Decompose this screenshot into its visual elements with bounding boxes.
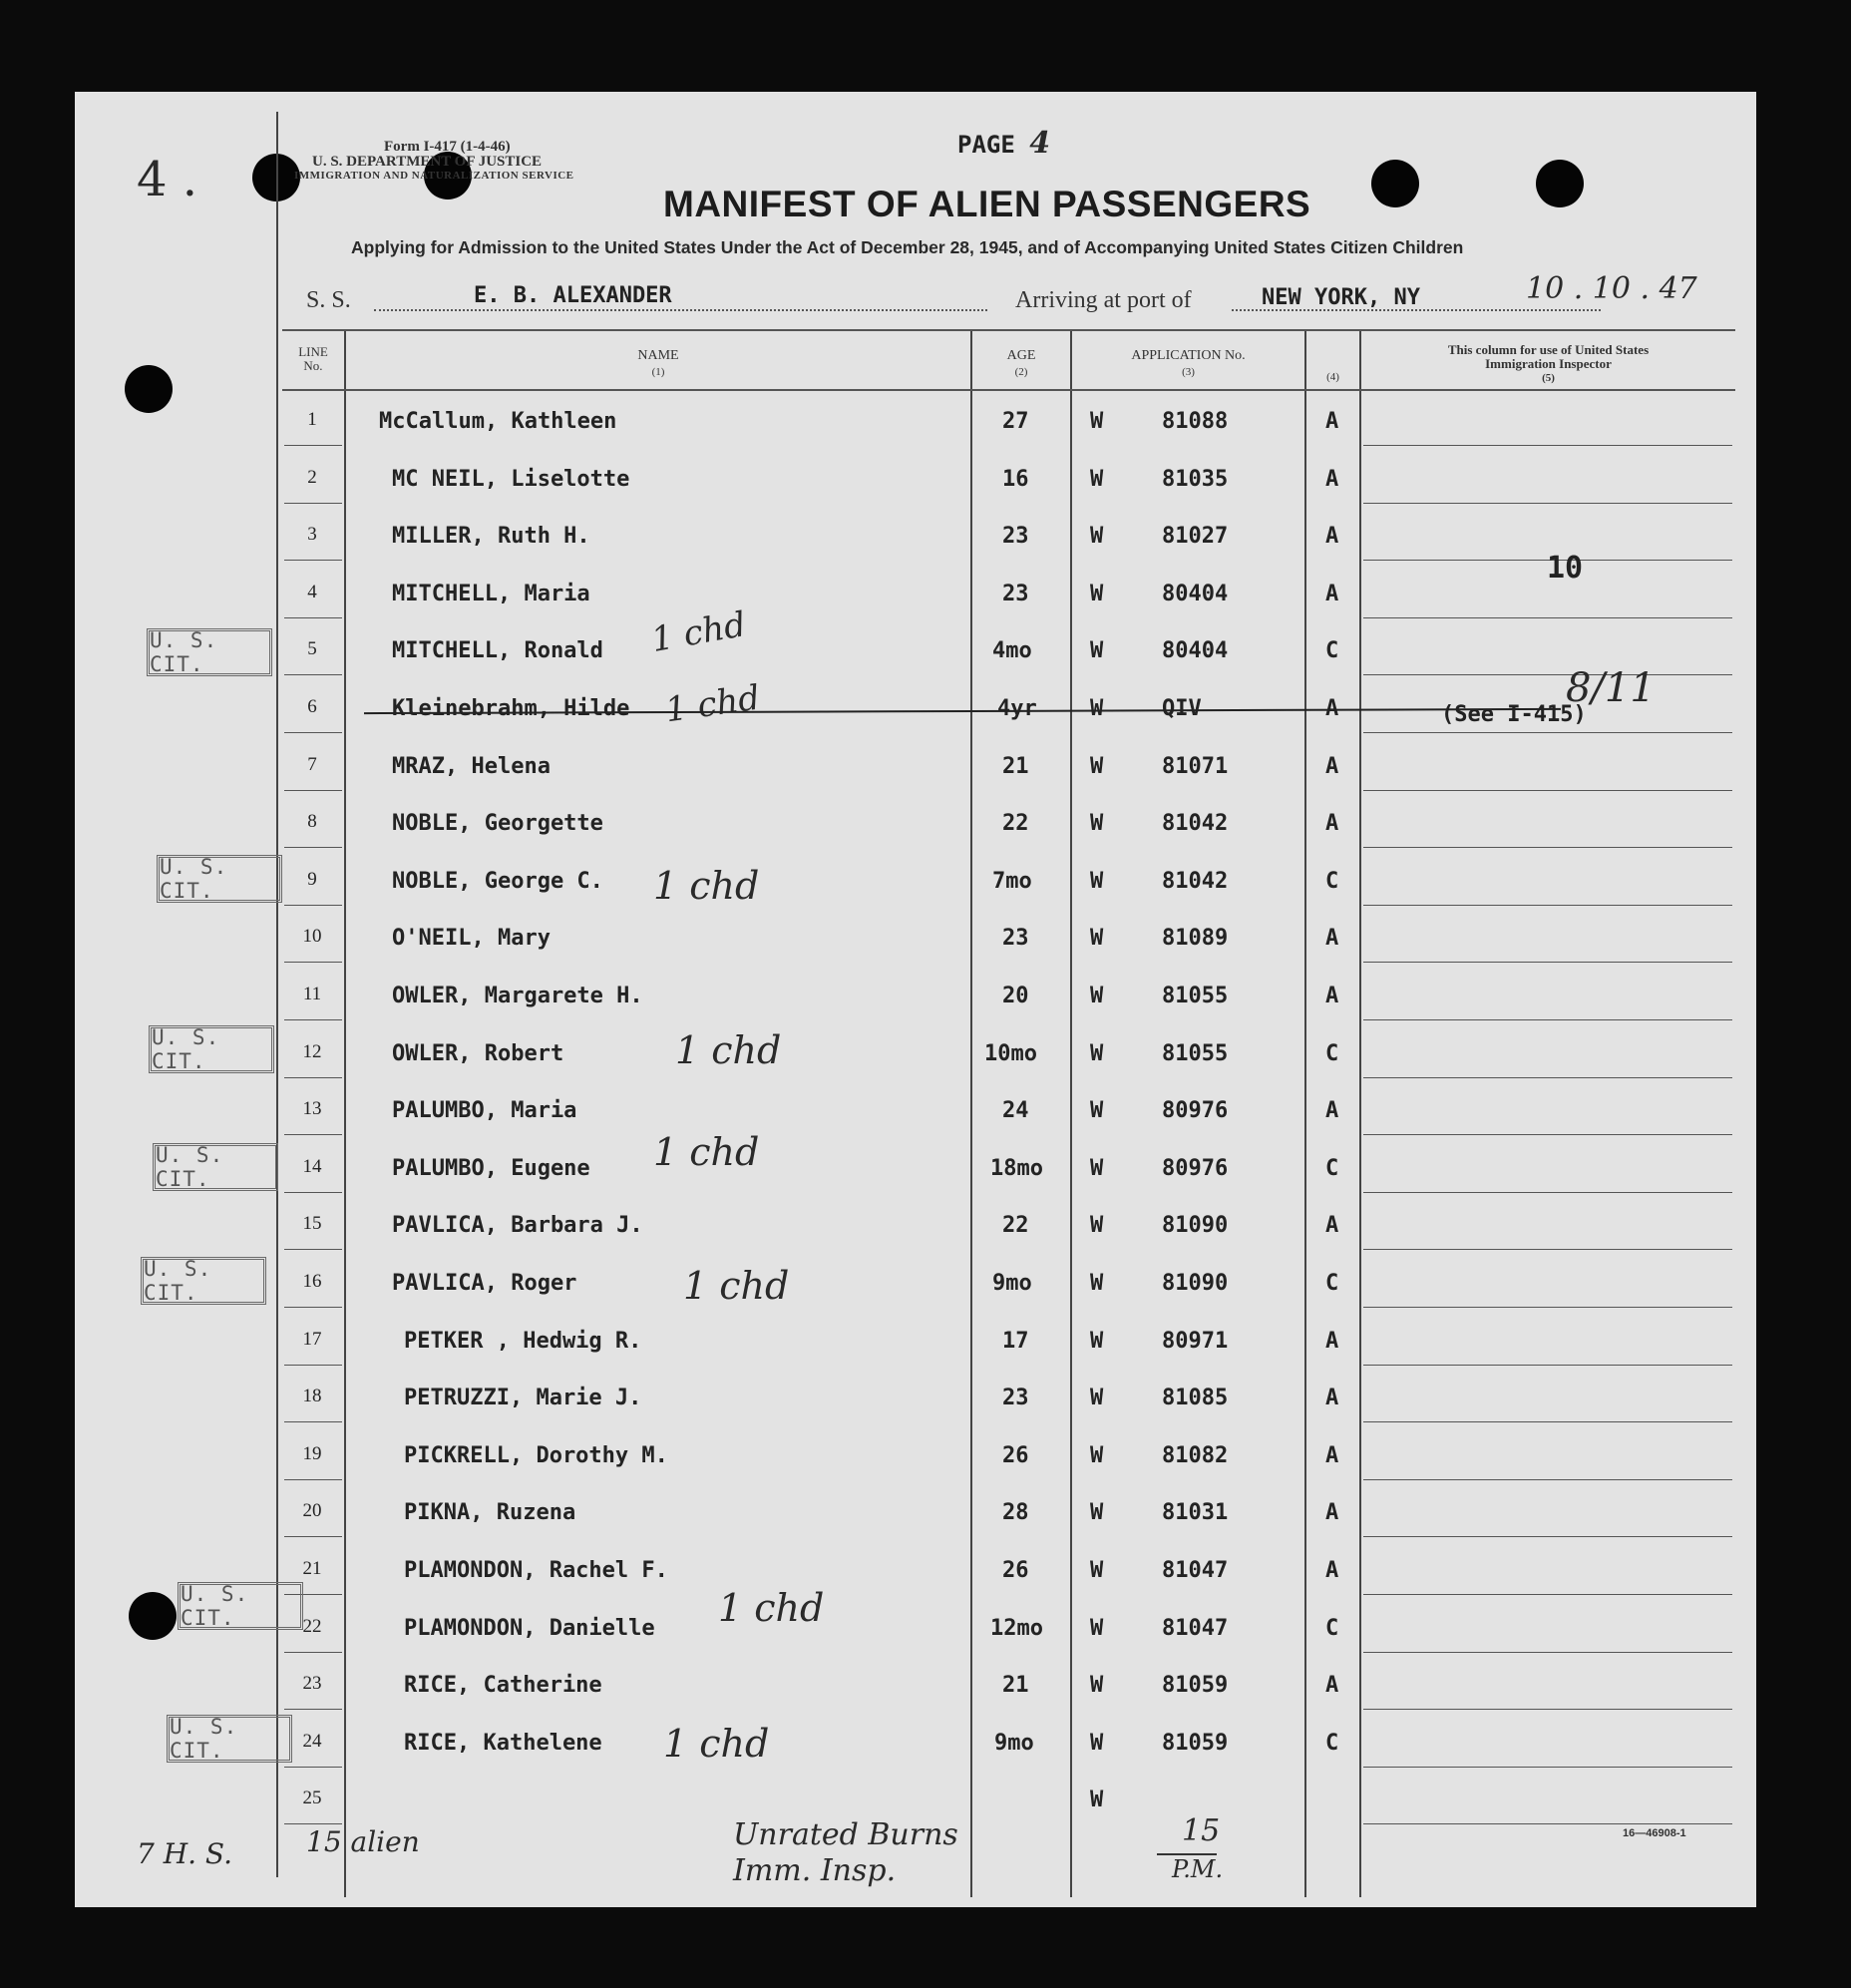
class-code: A [1325, 1442, 1339, 1468]
passenger-name: OWLER, Robert [392, 1040, 564, 1066]
line-number: 13 [302, 1098, 322, 1120]
class-code: A [1325, 926, 1339, 952]
passenger-age: 17 [1002, 1328, 1029, 1354]
inspector-row-rule [1363, 1767, 1732, 1768]
arrival-date-handwritten: 10 . 10 . 47 [1526, 271, 1697, 306]
page-label [957, 126, 1050, 161]
visa-letter: W [1090, 1386, 1104, 1411]
inspector-row-rule [1363, 617, 1732, 618]
inspector-row-rule [1363, 1077, 1732, 1078]
visa-letter: W [1090, 1098, 1104, 1124]
header-application-text: APPLICATION No. [1131, 348, 1246, 363]
line-number: 11 [302, 984, 322, 1004]
us-citizen-stamp: U. S. CIT. [153, 1143, 278, 1191]
line-number-rule [284, 962, 342, 963]
visa-letter: W [1090, 1788, 1104, 1813]
line-number: 1 [307, 409, 317, 430]
us-citizen-stamp: U. S. CIT. [157, 855, 282, 903]
inspector-row-rule [1363, 1421, 1732, 1422]
visa-letter: W [1090, 1500, 1104, 1526]
passenger-name: RICE, Kathelene [404, 1730, 602, 1756]
header-application-num: (3) [1182, 366, 1195, 378]
line-number-rule [284, 445, 342, 446]
application-number: QIV [1162, 696, 1202, 721]
inspector-row-rule [1363, 1192, 1732, 1193]
port-name: NEW YORK, NY [1262, 285, 1420, 310]
application-number: 81082 [1162, 1442, 1229, 1468]
inspector-row-rule [1363, 732, 1732, 733]
inspector-row-rule [1363, 1594, 1732, 1595]
class-code: A [1325, 1213, 1339, 1239]
line-number-rule [284, 1019, 342, 1020]
department-name: U. S. DEPARTMENT OF JUSTICE [312, 154, 543, 170]
service-name: IMMIGRATION AND NATURALIZATION SERVICE [294, 170, 574, 182]
visa-letter: W [1090, 1213, 1104, 1239]
passenger-age: 21 [1002, 753, 1029, 779]
passenger-age: 23 [1002, 926, 1029, 952]
line-number-rule [284, 1709, 342, 1710]
inspector-row-rule [1363, 1307, 1732, 1308]
page-number-handwritten: 4 [1029, 126, 1051, 161]
inspector-row-rule [1363, 1365, 1732, 1366]
header-inspector-num: (5) [1542, 372, 1555, 384]
ship-name: E. B. ALEXANDER [474, 283, 672, 308]
class-code: A [1325, 811, 1339, 837]
application-number: 81035 [1162, 466, 1229, 492]
inspector-row-rule [1363, 1479, 1732, 1480]
inspector-row-rule [1363, 847, 1732, 848]
passenger-name: MC NEIL, Liselotte [392, 466, 630, 492]
visa-letter: W [1090, 753, 1104, 779]
visa-letter: W [1090, 638, 1104, 664]
line-number: 16 [302, 1271, 322, 1292]
class-code: A [1325, 1328, 1339, 1354]
passenger-age: 16 [1002, 466, 1029, 492]
inspector-row-rule [1363, 1019, 1732, 1020]
passenger-name: PETKER , Hedwig R. [404, 1328, 642, 1354]
line-number: 23 [302, 1673, 322, 1695]
class-code: A [1325, 1500, 1339, 1526]
line-number: 4 [307, 581, 317, 602]
header-name [346, 349, 970, 379]
child-note: 1 chd [718, 1586, 825, 1630]
header-age [972, 349, 1070, 379]
line-number: 12 [302, 1040, 322, 1062]
visa-letter: W [1090, 811, 1104, 837]
application-number: 81071 [1162, 753, 1229, 779]
page-label-text: PAGE [957, 131, 1015, 159]
application-number: 81090 [1162, 1213, 1229, 1239]
inspector-row-rule [1363, 1823, 1732, 1824]
visa-letter: W [1090, 1673, 1104, 1699]
line-number-rule [284, 560, 342, 561]
line-number-rule [284, 790, 342, 791]
passenger-name: Kleinebrahm, Hilde [392, 696, 630, 721]
passenger-name: OWLER, Margarete H. [392, 984, 643, 1008]
passenger-age: 4yr [997, 696, 1037, 721]
application-number: 81042 [1162, 868, 1229, 894]
class-code: A [1325, 696, 1339, 721]
punch-hole [125, 365, 173, 413]
class-code: A [1325, 753, 1339, 779]
line-number: 21 [302, 1558, 322, 1579]
header-line-no: LINE No. [298, 344, 328, 373]
class-code: C [1325, 1271, 1339, 1296]
line-number-rule [284, 1077, 342, 1078]
port-label: Arriving at port of [1015, 287, 1192, 313]
passenger-name: PAVLICA, Roger [392, 1271, 577, 1296]
visa-letter: W [1090, 524, 1104, 550]
header-bottom-rule [282, 389, 1735, 391]
application-number: 81047 [1162, 1558, 1229, 1583]
application-number: 81042 [1162, 811, 1229, 837]
col-divider [970, 331, 972, 1897]
passenger-name: NOBLE, Georgette [392, 811, 603, 837]
class-code: A [1325, 466, 1339, 492]
manifest-page [75, 92, 1756, 1907]
inspector-row-rule [1363, 905, 1732, 906]
application-number: 81090 [1162, 1271, 1229, 1296]
class-code: A [1325, 1386, 1339, 1411]
application-number: 81055 [1162, 1040, 1229, 1066]
line-number-rule [284, 847, 342, 848]
visa-letter: W [1090, 1040, 1104, 1066]
line-number: 9 [307, 868, 317, 890]
line-number: 2 [307, 466, 317, 488]
line-number-rule [284, 732, 342, 733]
passenger-name: O'NEIL, Mary [392, 926, 551, 952]
passenger-age: 10mo [984, 1040, 1037, 1066]
see-note: (See I-415) [1441, 702, 1587, 727]
passenger-name: MRAZ, Helena [392, 753, 551, 779]
line-number: 20 [302, 1500, 322, 1522]
passenger-age: 12mo [990, 1615, 1043, 1641]
inspector-row-rule [1363, 1536, 1732, 1537]
child-note: 1 chd [662, 677, 763, 731]
header-inspector [1361, 343, 1735, 385]
application-number: 80404 [1162, 638, 1229, 664]
line-number: 14 [302, 1155, 322, 1177]
passenger-name: MILLER, Ruth H. [392, 524, 590, 550]
inspector-row-rule [1363, 790, 1732, 791]
form-code: 16—46908-1 [1623, 1827, 1686, 1839]
class-code: A [1325, 524, 1339, 550]
class-code: C [1325, 1040, 1339, 1066]
footer-total: 15 [1182, 1813, 1221, 1848]
line-number-rule [284, 674, 342, 675]
line-number: 6 [307, 696, 317, 717]
visa-letter: W [1090, 1730, 1104, 1756]
line-number: 3 [307, 524, 317, 546]
inspector-row-rule [1363, 503, 1732, 504]
ship-dotted-line [374, 309, 987, 311]
child-note: 1 chd [653, 864, 760, 908]
class-code: C [1325, 1155, 1339, 1181]
ship-label: S. S. [306, 287, 351, 313]
passenger-name: MITCHELL, Ronald [392, 638, 603, 664]
passenger-age: 24 [1002, 1098, 1029, 1124]
class-code: A [1325, 1098, 1339, 1124]
us-citizen-stamp: U. S. CIT. [178, 1582, 303, 1630]
application-number: 81088 [1162, 409, 1229, 434]
passenger-age: 22 [1002, 1213, 1029, 1239]
passenger-age: 26 [1002, 1558, 1029, 1583]
line-number: 8 [307, 811, 317, 833]
class-code: C [1325, 1615, 1339, 1641]
class-code: A [1325, 1673, 1339, 1699]
inspector-signature: Unrated Burns Imm. Insp. [733, 1817, 958, 1888]
line-number-rule [284, 1249, 342, 1250]
us-citizen-stamp: U. S. CIT. [141, 1257, 266, 1305]
punch-hole [1536, 160, 1584, 207]
col-divider [1304, 331, 1306, 1897]
line-number: 7 [307, 753, 317, 775]
line-number: 24 [302, 1730, 322, 1752]
footer-total-sub: P.M. [1172, 1855, 1224, 1883]
visa-letter: W [1090, 466, 1104, 492]
application-number: 81085 [1162, 1386, 1229, 1411]
line-number-rule [284, 503, 342, 504]
class-code: A [1325, 984, 1339, 1008]
child-note: 1 chd [683, 1264, 790, 1308]
passenger-age: 4mo [992, 638, 1032, 664]
punch-hole [129, 1592, 177, 1640]
application-number: 80971 [1162, 1328, 1229, 1354]
line-number: 15 [302, 1213, 322, 1235]
application-number: 80976 [1162, 1155, 1229, 1181]
line-number: 18 [302, 1386, 322, 1407]
class-code: A [1325, 409, 1339, 434]
table-top-rule [282, 329, 1735, 331]
passenger-name: RICE, Catherine [404, 1673, 602, 1699]
header-name-num: (1) [651, 366, 665, 378]
passenger-age: 23 [1002, 1386, 1029, 1411]
passenger-age: 9mo [994, 1730, 1034, 1756]
header-name-text: NAME [637, 348, 679, 363]
application-number: 80404 [1162, 581, 1229, 606]
application-number: 81055 [1162, 984, 1229, 1008]
inspector-row-rule [1363, 674, 1732, 675]
visa-letter: W [1090, 1558, 1104, 1583]
passenger-name: PLAMONDON, Rachel F. [404, 1558, 668, 1583]
child-note: 1 chd [663, 1722, 770, 1766]
visa-letter: W [1090, 984, 1104, 1008]
line-number-rule [284, 1192, 342, 1193]
passenger-age: 22 [1002, 811, 1029, 837]
application-number: 81089 [1162, 926, 1229, 952]
form-number: Form I-417 (1-4-46) [384, 139, 511, 155]
line-number: 25 [302, 1788, 322, 1809]
header-age-text: AGE [1006, 348, 1036, 363]
header-col4: (4) [1326, 371, 1339, 383]
us-citizen-stamp: U. S. CIT. [167, 1715, 292, 1763]
line-number: 22 [302, 1615, 322, 1637]
inspector-row-rule [1363, 1652, 1732, 1653]
fraction-note: 8/11 [1566, 665, 1656, 711]
line-number: 19 [302, 1442, 322, 1464]
class-code: C [1325, 638, 1339, 664]
visa-letter: W [1090, 409, 1104, 434]
passenger-age: 9mo [992, 1271, 1032, 1296]
line-number-rule [284, 1421, 342, 1422]
class-code: C [1325, 868, 1339, 894]
passenger-name: PALUMBO, Maria [392, 1098, 577, 1124]
col-divider [1359, 331, 1361, 1897]
punch-hole [1371, 160, 1419, 207]
passenger-name: PETRUZZI, Marie J. [404, 1386, 642, 1411]
passenger-name: PICKRELL, Dorothy M. [404, 1442, 668, 1468]
passenger-age: 18mo [990, 1155, 1043, 1181]
line-number: 17 [302, 1328, 322, 1350]
class-code: A [1325, 581, 1339, 606]
application-number: 81031 [1162, 1500, 1229, 1526]
visa-letter: W [1090, 696, 1104, 721]
visa-letter: W [1090, 1271, 1104, 1296]
passenger-age: 28 [1002, 1500, 1029, 1526]
passenger-name: PLAMONDON, Danielle [404, 1615, 655, 1641]
line-number-rule [284, 1536, 342, 1537]
child-note: 1 chd [648, 604, 749, 660]
line-number: 5 [307, 638, 317, 660]
child-note: 1 chd [653, 1130, 760, 1174]
passenger-name: PALUMBO, Eugene [392, 1155, 590, 1181]
visa-letter: W [1090, 926, 1104, 952]
visa-letter: W [1090, 1328, 1104, 1354]
passenger-name: NOBLE, George C. [392, 868, 603, 894]
passenger-name: MITCHELL, Maria [392, 581, 590, 606]
passenger-age: 7mo [992, 868, 1032, 894]
application-number: 81047 [1162, 1615, 1229, 1641]
passenger-age: 23 [1002, 581, 1029, 606]
inspector-row-rule [1363, 1249, 1732, 1250]
line-number-rule [284, 617, 342, 618]
inspector-row-rule [1363, 445, 1732, 446]
handwritten-page-number: 4 . [137, 152, 198, 207]
class-code: A [1325, 1558, 1339, 1583]
footer-aliens-note: 15 alien [306, 1825, 420, 1858]
footer-left-note: 7 H. S. [137, 1837, 233, 1870]
application-number: 80976 [1162, 1098, 1229, 1124]
visa-letter: W [1090, 1615, 1104, 1641]
line-number: 10 [302, 926, 322, 948]
inspector-row-rule [1363, 1709, 1732, 1710]
inspector-count: 10 [1547, 551, 1584, 586]
visa-letter: W [1090, 1442, 1104, 1468]
passenger-age: 21 [1002, 1673, 1029, 1699]
page-subtitle: Applying for Admission to the United States Under the Act of December 28, 1945, and of Accompanying United States Citizen Children [351, 237, 1464, 257]
header-age-num: (2) [1014, 366, 1028, 378]
application-number: 81027 [1162, 524, 1229, 550]
passenger-age: 27 [1002, 409, 1029, 434]
line-number-rule [284, 1365, 342, 1366]
application-number: 81059 [1162, 1730, 1229, 1756]
passenger-name: PIKNA, Ruzena [404, 1500, 576, 1526]
passenger-age: 20 [1002, 984, 1029, 1008]
passenger-age: 23 [1002, 524, 1029, 550]
page-title: MANIFEST OF ALIEN PASSENGERS [663, 184, 1311, 224]
header-inspector-text: This column for use of United States Immigration Inspector [1447, 342, 1650, 371]
inspector-row-rule [1363, 1134, 1732, 1135]
passenger-name: PAVLICA, Barbara J. [392, 1213, 643, 1239]
child-note: 1 chd [675, 1028, 782, 1072]
line-number-rule [284, 1307, 342, 1308]
visa-letter: W [1090, 868, 1104, 894]
application-number: 81059 [1162, 1673, 1229, 1699]
line-number-rule [284, 1652, 342, 1653]
line-number-rule [284, 905, 342, 906]
passenger-name: McCallum, Kathleen [379, 409, 617, 434]
col-divider [1070, 331, 1072, 1897]
us-citizen-stamp: U. S. CIT. [149, 1025, 274, 1073]
class-code: C [1325, 1730, 1339, 1756]
header-application [1072, 349, 1304, 379]
passenger-age: 26 [1002, 1442, 1029, 1468]
line-number-rule [284, 1479, 342, 1480]
inspector-row-rule [1363, 962, 1732, 963]
col-divider [344, 331, 346, 1897]
us-citizen-stamp: U. S. CIT. [147, 628, 272, 676]
visa-letter: W [1090, 581, 1104, 606]
line-number-rule [284, 1134, 342, 1135]
visa-letter: W [1090, 1155, 1104, 1181]
line-number-rule [284, 1767, 342, 1768]
